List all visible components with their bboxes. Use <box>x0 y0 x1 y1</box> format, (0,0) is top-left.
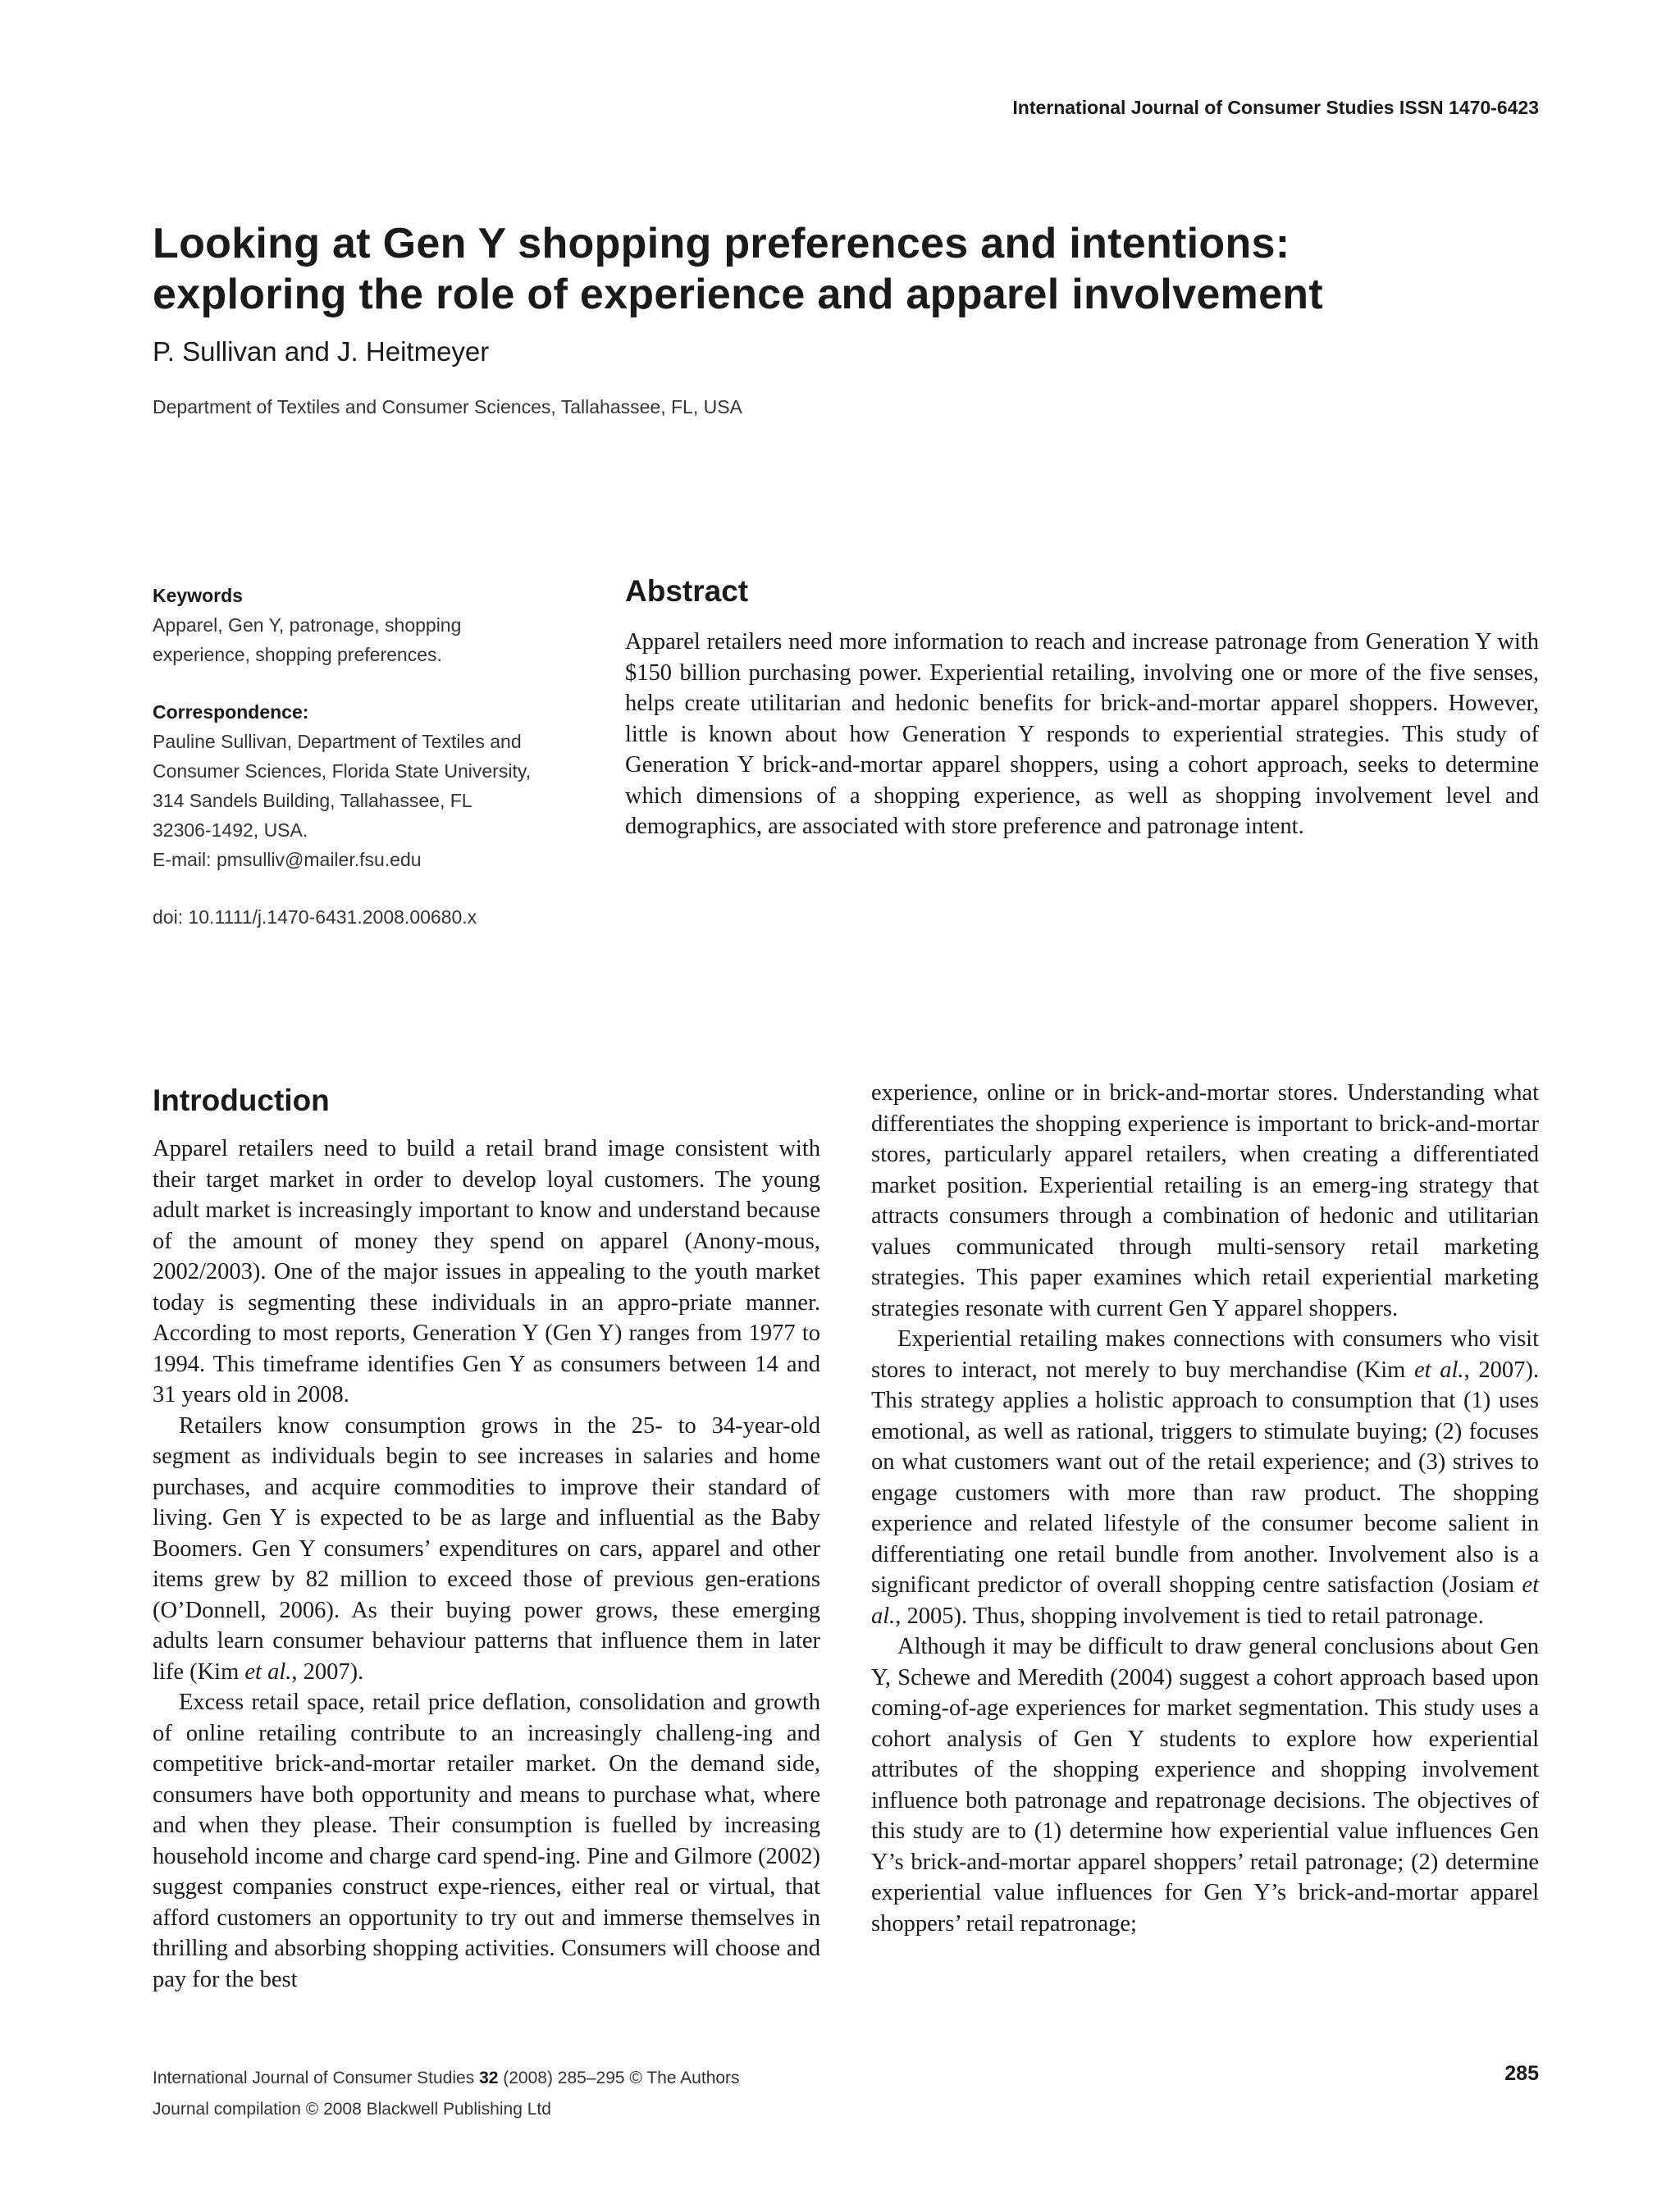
keywords-line-1: Apparel, Gen Y, patronage, shopping <box>153 614 462 636</box>
email-address[interactable]: E-mail: pmsulliv@mailer.fsu.edu <box>153 849 422 870</box>
paragraph-text: Retailers know consumption grows in the 25- to 34-year-old segment as individuals begin to see increases in salaries and home purchases, and acquire commodities to improve their standard of living. Gen Y is expected to be as large and influential as the Baby Boomers. Gen Y consumers’ expenditures on cars, apparel and other items grew by 82 million to exceed those of previous gen-erations (O’Donnell, 2006). As their buying power grows, these emerging adults learn consumer behaviour patterns that influence them in later life (Kim <box>153 1412 820 1685</box>
paragraph-text: , 2007). This strategy applies a holistic approach to consumption that (1) uses emotional, as well as rational, triggers to stimulate buying; (2) focuses on what customers want out of the retail experience; and (3) strives to engage customers with more than raw product. The shopping experience and related lifestyle of the consumer become salient in differentiating one retail bundle from another. Involvement also is a significant predictor of overall shopping centre satisfaction (Josiam <box>871 1357 1539 1598</box>
article-title <box>153 218 1547 320</box>
journal-header: International Journal of Consumer Studies ISSN 1470-6423 <box>1012 97 1539 118</box>
footer-volume: 32 <box>479 2069 499 2087</box>
footer-compilation: Journal compilation © 2008 Blackwell Publishing Ltd <box>153 2100 551 2119</box>
affiliation: Department of Textiles and Consumer Sciences, Tallahassee, FL, USA <box>153 396 742 417</box>
page-number: 285 <box>1504 2062 1539 2085</box>
keywords-block <box>153 581 587 669</box>
paragraph <box>871 1324 1539 1631</box>
correspondence-label: Correspondence: <box>153 701 309 723</box>
footer-citation <box>153 2063 740 2094</box>
abstract-text: Apparel retailers need more information to reach and increase patronage from Generation Y with $150 billion purchasing power. Experiential retailing, involving one or more of the five senses, helps create utilitarian and hedonic benefits for brick-and-mortar apparel shoppers. However, little is known about how Generation Y responds to experiential strategies. This study of Generation Y brick-and-mortar apparel shoppers, using a cohort approach, seeks to determine which dimensions of a shopping experience, as well as shopping involvement level and demographics, are associated with store preference and patronage intent. <box>625 629 1539 839</box>
paragraph: Although it may be difficult to draw general conclusions about Gen Y, Schewe and Meredith (2004) suggest a cohort approach based upon coming-of-age experiences for market segmentation. This study uses a cohort analysis of Gen Y students to explore how experiential attributes of the shopping experience and shopping involvement influence both patronage and repatronage decisions. The objectives of this study are to (1) determine how experiential value influences Gen Y’s brick-and-mortar apparel shoppers’ retail patronage; (2) determine experiential value influences for Gen Y’s brick-and-mortar apparel shoppers’ retail repatronage; <box>871 1634 1539 1937</box>
article-sidebar <box>153 581 587 932</box>
title-line-1: Looking at Gen Y shopping preferences and intentions: <box>153 220 1290 267</box>
citation-etal: et al. <box>1414 1357 1464 1383</box>
doi[interactable]: doi: 10.1111/j.1470-6431.2008.00680.x <box>153 906 477 928</box>
correspondence-line-3: 314 Sandels Building, Tallahassee, FL <box>153 790 472 811</box>
paragraph: Excess retail space, retail price deflation, consolidation and growth of online retailing contribute to an increasingly challeng-ing and competitive brick-and-mortar retailer market. On the demand side, consumers have both opportunity and means to purchase what, where and when they please. Their consumption is fuelled by increasing household income and charge card spend-ing. Pine and Gilmore (2002) suggest companies construct expe-riences, either real or virtual, that afford customers an opportunity to try out and immerse themselves in thrilling and absorbing shopping activities. Consumers will choose and pay for the best <box>153 1690 820 1992</box>
footer-pages-copyright: (2008) 285–295 © The Authors <box>498 2069 740 2087</box>
paragraph: Apparel retailers need to build a retail brand image consistent with their target market in order to develop loyal customers. The young adult market is increasingly important to know and understand because of the amount of money they spend on apparel (Anony-mous, 2002/2003). One of the major issues in appealing to the youth market today is segmenting these individuals in an appro-priate manner. According to most reports, Generation Y (Gen Y) ranges from 1977 to 1994. This timeframe identifies Gen Y as consumers between 14 and 31 years old in 2008. <box>153 1136 820 1407</box>
citation-etal: et al. <box>244 1658 292 1685</box>
citation-etal: et al. <box>871 1572 1539 1629</box>
correspondence-line-4: 32306-1492, USA. <box>153 819 308 841</box>
keywords-label: Keywords <box>153 585 243 606</box>
abstract-section <box>625 574 1539 842</box>
correspondence-block <box>153 697 587 874</box>
body-column-right <box>871 1078 1539 1939</box>
introduction-heading: Introduction <box>153 1083 330 1117</box>
correspondence-line-1: Pauline Sullivan, Department of Textiles and <box>153 731 522 752</box>
authors: P. Sullivan and J. Heitmeyer <box>153 336 490 367</box>
correspondence-line-2: Consumer Sciences, Florida State University, <box>153 760 532 782</box>
paragraph: experience, online or in brick-and-mortar stores. Understanding what differentiates the shopping experience is important to brick-and-mortar stores, particularly apparel retailers, when creating a differentiated market position. Experiential retailing is an emerg-ing strategy that attracts consumers through a combination of hedonic and utilitarian values communicated through multi-sensory retail marketing strategies. This paper examines which retail experiential marketing strategies resonate with current Gen Y apparel shoppers. <box>871 1080 1539 1321</box>
paragraph-text: Experiential retailing makes connections with consumers who visit stores to interact, not merely to buy merchandise (Kim <box>871 1326 1539 1383</box>
keywords-line-2: experience, shopping preferences. <box>153 644 442 665</box>
page-footer <box>153 2063 740 2125</box>
abstract-heading: Abstract <box>625 574 749 608</box>
paragraph-text: , 2007). <box>291 1658 364 1685</box>
body-column-left <box>153 1081 820 1995</box>
paragraph <box>153 1411 820 1688</box>
footer-journal-name: International Journal of Consumer Studies <box>153 2069 480 2087</box>
paragraph-text: , 2005). Thus, shopping involvement is tied to retail patronage. <box>895 1603 1484 1629</box>
title-line-2: exploring the role of experience and apparel involvement <box>153 271 1323 318</box>
